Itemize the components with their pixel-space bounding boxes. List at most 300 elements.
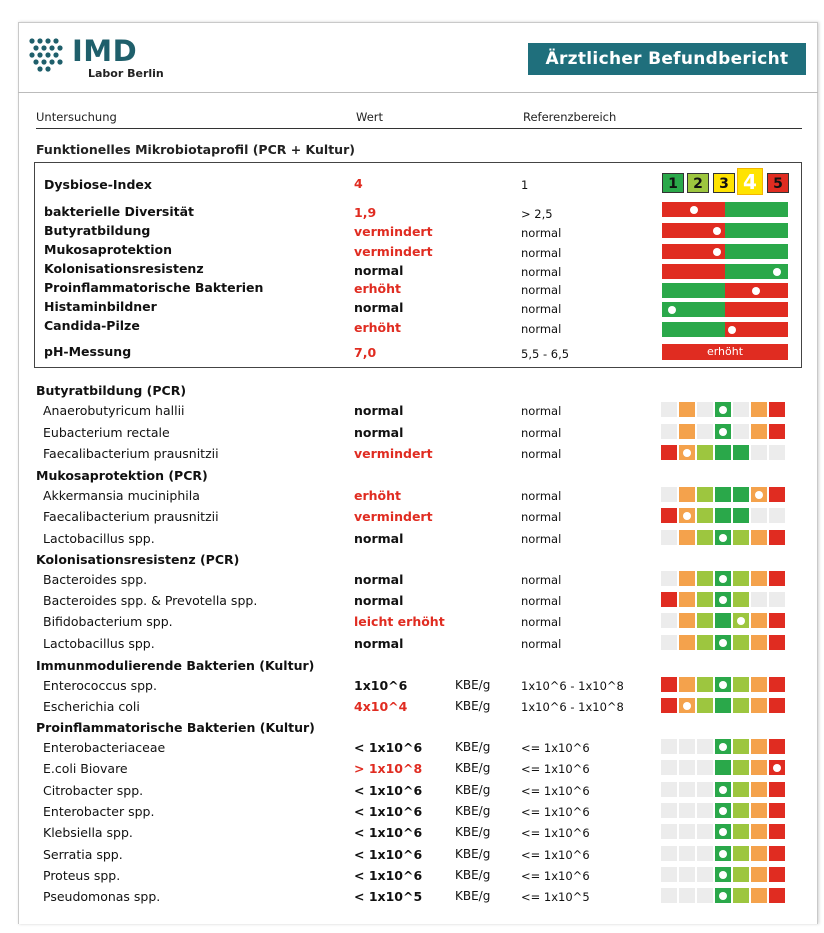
summary-value: vermindert [354, 244, 433, 259]
scale-cell [679, 613, 695, 628]
ph-reference: 5,5 - 6,5 [521, 347, 570, 361]
item-label: Lactobacillus spp. [43, 636, 155, 651]
summary-bar [662, 322, 788, 337]
scale-cell [679, 508, 695, 523]
summary-bar-right [725, 202, 788, 217]
scale-cell [697, 571, 713, 586]
scale-cell [661, 867, 677, 882]
scale-marker [719, 871, 727, 879]
scale-cell [751, 592, 767, 607]
scale-cell [769, 445, 785, 460]
ph-bar: erhöht [662, 344, 788, 360]
scale-cell [661, 613, 677, 628]
scale-cell [661, 592, 677, 607]
scale-marker [683, 702, 691, 710]
scale-cell [733, 803, 749, 818]
scale-cell [751, 635, 767, 650]
item-label: Lactobacillus spp. [43, 531, 155, 546]
scale-marker [719, 639, 727, 647]
item-value: vermindert [354, 509, 433, 524]
item-scale [661, 424, 787, 439]
scale-cell [751, 846, 767, 861]
item-unit: KBE/g [455, 868, 491, 882]
scale-cell [751, 760, 767, 775]
summary-bar-left [662, 264, 725, 279]
scale-cell [751, 487, 767, 502]
scale-marker [719, 743, 727, 751]
scale-marker [755, 491, 763, 499]
summary-reference: > 2,5 [521, 207, 553, 221]
item-value: normal [354, 531, 404, 546]
scale-cell [697, 782, 713, 797]
scale-cell [679, 571, 695, 586]
scale-cell [769, 635, 785, 650]
summary-label: Candida-Pilze [44, 318, 140, 333]
scale-cell [769, 592, 785, 607]
scale-cell [733, 508, 749, 523]
scale-cell [697, 739, 713, 754]
item-scale [661, 571, 787, 586]
item-scale [661, 677, 787, 692]
scale-marker [719, 428, 727, 436]
scale-cell [715, 846, 731, 861]
item-scale [661, 402, 787, 417]
column-header-value: Wert [356, 110, 384, 124]
item-value: < 1x10^6 [354, 825, 423, 840]
scale-cell [715, 613, 731, 628]
item-reference: normal [521, 594, 562, 608]
scale-marker [719, 575, 727, 583]
item-value: 4x10^4 [354, 699, 408, 714]
scale-cell [679, 824, 695, 839]
scale-cell [733, 782, 749, 797]
scale-cell [733, 424, 749, 439]
item-label: Faecalibacterium prausnitzii [43, 446, 219, 461]
scale-cell [769, 677, 785, 692]
scale-marker [719, 850, 727, 858]
item-label: Pseudomonas spp. [43, 889, 161, 904]
scale-cell [751, 508, 767, 523]
item-scale [661, 739, 787, 754]
item-label: Proteus spp. [43, 868, 121, 883]
scale-cell [715, 803, 731, 818]
scale-cell [661, 888, 677, 903]
item-value: vermindert [354, 446, 433, 461]
dysbiose-value: 4 [354, 176, 363, 191]
scale-cell [697, 635, 713, 650]
summary-bar [662, 244, 788, 259]
scale-cell [733, 739, 749, 754]
summary-bar-marker [668, 306, 676, 314]
scale-cell [769, 613, 785, 628]
item-label: Enterobacteriaceae [43, 740, 166, 755]
item-scale [661, 846, 787, 861]
scale-cell [679, 698, 695, 713]
item-reference: <= 1x10^6 [521, 784, 590, 798]
scale-cell [697, 530, 713, 545]
scale-cell [661, 508, 677, 523]
scale-marker [683, 512, 691, 520]
item-label: Enterobacter spp. [43, 804, 155, 819]
column-header-reference: Referenzbereich [523, 110, 617, 124]
scale-cell [697, 698, 713, 713]
scale-cell [733, 635, 749, 650]
item-scale [661, 445, 787, 460]
dysbiose-scale-box: 2 [687, 173, 709, 193]
summary-reference: normal [521, 322, 562, 336]
item-value: normal [354, 593, 404, 608]
scale-cell [769, 888, 785, 903]
summary-reference: normal [521, 283, 562, 297]
scale-cell [715, 571, 731, 586]
item-unit: KBE/g [455, 783, 491, 797]
item-label: Bacteroides spp. [43, 572, 148, 587]
scale-cell [769, 530, 785, 545]
scale-cell [697, 508, 713, 523]
scale-cell [679, 487, 695, 502]
summary-reference: normal [521, 226, 562, 240]
scale-cell [697, 888, 713, 903]
scale-cell [697, 445, 713, 460]
item-reference: <= 1x10^6 [521, 762, 590, 776]
item-reference: normal [521, 573, 562, 587]
summary-bar-left [662, 322, 725, 337]
item-value: leicht erhöht [354, 614, 445, 629]
scale-cell [679, 402, 695, 417]
scale-cell [715, 677, 731, 692]
summary-bar-right [725, 244, 788, 259]
scale-cell [715, 824, 731, 839]
scale-cell [751, 402, 767, 417]
item-reference: normal [521, 447, 562, 461]
scale-cell [751, 613, 767, 628]
item-value: < 1x10^6 [354, 847, 423, 862]
scale-cell [733, 846, 749, 861]
scale-cell [679, 760, 695, 775]
item-unit: KBE/g [455, 889, 491, 903]
group-title: Kolonisationsresistenz (PCR) [36, 552, 240, 567]
summary-bar-marker [773, 268, 781, 276]
scale-cell [679, 445, 695, 460]
item-label: Anaerobutyricum hallii [43, 403, 185, 418]
item-value: normal [354, 403, 404, 418]
scale-marker [719, 828, 727, 836]
imd-logo-icon [28, 37, 68, 77]
dysbiose-scale-box: 5 [767, 173, 789, 193]
item-reference: <= 1x10^5 [521, 890, 590, 904]
scale-cell [769, 424, 785, 439]
item-label: Klebsiella spp. [43, 825, 133, 840]
ph-value: 7,0 [354, 345, 377, 360]
scale-cell [661, 445, 677, 460]
summary-bar [662, 264, 788, 279]
summary-value: 1,9 [354, 205, 377, 220]
scale-cell [679, 888, 695, 903]
scale-cell [733, 867, 749, 882]
scale-marker [719, 786, 727, 794]
scale-cell [715, 635, 731, 650]
summary-bar-marker [752, 287, 760, 295]
item-scale [661, 487, 787, 502]
item-scale [661, 888, 787, 903]
item-value: normal [354, 425, 404, 440]
scale-cell [751, 867, 767, 882]
summary-bar-marker [728, 326, 736, 334]
item-reference: <= 1x10^6 [521, 848, 590, 862]
scale-cell [661, 424, 677, 439]
scale-cell [769, 867, 785, 882]
scale-cell [697, 846, 713, 861]
item-reference: normal [521, 426, 562, 440]
scale-cell [679, 739, 695, 754]
scale-cell [715, 445, 731, 460]
item-value: < 1x10^5 [354, 889, 423, 904]
item-unit: KBE/g [455, 825, 491, 839]
scale-cell [715, 888, 731, 903]
scale-cell [733, 402, 749, 417]
scale-cell [661, 803, 677, 818]
scale-cell [751, 739, 767, 754]
scale-cell [751, 888, 767, 903]
item-unit: KBE/g [455, 804, 491, 818]
scale-cell [661, 739, 677, 754]
group-title: Butyratbildung (PCR) [36, 383, 187, 398]
scale-cell [679, 846, 695, 861]
item-value: < 1x10^6 [354, 740, 423, 755]
item-label: Faecalibacterium prausnitzii [43, 509, 219, 524]
item-reference: <= 1x10^6 [521, 805, 590, 819]
scale-cell [751, 530, 767, 545]
section-title: Funktionelles Mikrobiotaprofil (PCR + Kultur) [36, 142, 355, 157]
summary-bar [662, 223, 788, 238]
scale-cell [661, 846, 677, 861]
scale-marker [719, 406, 727, 414]
scale-cell [697, 803, 713, 818]
scale-cell [697, 677, 713, 692]
scale-cell [751, 677, 767, 692]
summary-bar-marker [713, 248, 721, 256]
scale-cell [679, 424, 695, 439]
item-label: Eubacterium rectale [43, 425, 170, 440]
summary-label: Mukosaprotektion [44, 242, 172, 257]
item-reference: 1x10^6 - 1x10^8 [521, 679, 624, 693]
scale-marker [737, 617, 745, 625]
summary-reference: normal [521, 246, 562, 260]
scale-cell [661, 760, 677, 775]
item-value: < 1x10^6 [354, 868, 423, 883]
scale-cell [769, 508, 785, 523]
group-title: Mukosaprotektion (PCR) [36, 468, 208, 483]
scale-cell [697, 424, 713, 439]
scale-marker [719, 807, 727, 815]
scale-cell [751, 698, 767, 713]
summary-bar-marker [690, 206, 698, 214]
scale-cell [715, 592, 731, 607]
item-value: normal [354, 572, 404, 587]
scale-cell [697, 760, 713, 775]
scale-cell [679, 803, 695, 818]
scale-cell [733, 487, 749, 502]
dysbiose-label: Dysbiose-Index [44, 177, 152, 192]
item-label: Escherichia coli [43, 699, 140, 714]
item-unit: KBE/g [455, 847, 491, 861]
scale-cell [697, 487, 713, 502]
scale-cell [661, 782, 677, 797]
logo-text: IMD [72, 34, 138, 68]
scale-cell [697, 613, 713, 628]
scale-cell [751, 782, 767, 797]
scale-cell [769, 782, 785, 797]
scale-cell [769, 487, 785, 502]
scale-cell [679, 592, 695, 607]
item-unit: KBE/g [455, 761, 491, 775]
item-scale [661, 530, 787, 545]
scale-cell [697, 867, 713, 882]
scale-cell [769, 846, 785, 861]
item-reference: normal [521, 532, 562, 546]
scale-marker [719, 534, 727, 542]
item-scale [661, 592, 787, 607]
item-reference: normal [521, 510, 562, 524]
summary-value: erhöht [354, 320, 402, 335]
scale-cell [715, 698, 731, 713]
scale-cell [661, 402, 677, 417]
scale-marker [719, 892, 727, 900]
item-label: Enterococcus spp. [43, 678, 157, 693]
item-value: < 1x10^6 [354, 783, 423, 798]
item-label: Akkermansia muciniphila [43, 488, 200, 503]
item-reference: normal [521, 404, 562, 418]
scale-cell [715, 487, 731, 502]
item-reference: <= 1x10^6 [521, 869, 590, 883]
summary-reference: normal [521, 265, 562, 279]
scale-cell [769, 803, 785, 818]
summary-bar [662, 302, 788, 317]
scale-marker [683, 449, 691, 457]
item-scale [661, 698, 787, 713]
scale-cell [733, 824, 749, 839]
scale-cell [715, 402, 731, 417]
item-unit: KBE/g [455, 678, 491, 692]
scale-cell [661, 677, 677, 692]
summary-value: erhöht [354, 281, 402, 296]
item-value: 1x10^6 [354, 678, 408, 693]
scale-cell [715, 424, 731, 439]
item-scale [661, 782, 787, 797]
header-divider [18, 92, 818, 93]
scale-cell [733, 445, 749, 460]
scale-cell [679, 635, 695, 650]
scale-cell [751, 824, 767, 839]
item-reference: normal [521, 489, 562, 503]
summary-label: Histaminbildner [44, 299, 157, 314]
scale-cell [769, 739, 785, 754]
group-title: Proinflammatorische Bakterien (Kultur) [36, 720, 315, 735]
summary-label: Kolonisationsresistenz [44, 261, 204, 276]
scale-cell [661, 698, 677, 713]
scale-cell [697, 824, 713, 839]
summary-bar-right [725, 302, 788, 317]
scale-cell [679, 782, 695, 797]
item-value: normal [354, 636, 404, 651]
scale-cell [769, 760, 785, 775]
summary-value: normal [354, 263, 404, 278]
scale-cell [733, 530, 749, 545]
item-value: erhöht [354, 488, 402, 503]
scale-cell [715, 782, 731, 797]
dysbiose-scale-box: 4 [737, 168, 763, 195]
summary-bar [662, 283, 788, 298]
item-reference: normal [521, 615, 562, 629]
summary-label: Proinflammatorische Bakterien [44, 280, 264, 295]
dysbiose-scale-box: 1 [662, 173, 684, 193]
scale-cell [769, 571, 785, 586]
scale-cell [715, 530, 731, 545]
scale-cell [661, 635, 677, 650]
scale-marker [719, 596, 727, 604]
scale-cell [697, 402, 713, 417]
summary-bar-marker [713, 227, 721, 235]
item-label: E.coli Biovare [43, 761, 128, 776]
summary-bar-left [662, 283, 725, 298]
summary-label: Butyratbildung [44, 223, 151, 238]
scale-cell [661, 571, 677, 586]
scale-cell [733, 571, 749, 586]
item-scale [661, 803, 787, 818]
scale-cell [715, 867, 731, 882]
item-scale [661, 867, 787, 882]
scale-cell [751, 571, 767, 586]
dysbiose-scale-box: 3 [713, 173, 735, 193]
item-reference: <= 1x10^6 [521, 826, 590, 840]
scale-marker [719, 681, 727, 689]
item-scale [661, 635, 787, 650]
column-header-test: Untersuchung [36, 110, 117, 124]
summary-bar [662, 202, 788, 217]
scale-cell [733, 592, 749, 607]
scale-cell [751, 445, 767, 460]
scale-cell [715, 508, 731, 523]
ph-label: pH-Messung [44, 344, 132, 359]
item-label: Bacteroides spp. & Prevotella spp. [43, 593, 258, 608]
scale-cell [733, 613, 749, 628]
item-unit: KBE/g [455, 699, 491, 713]
item-value: > 1x10^8 [354, 761, 423, 776]
item-scale [661, 508, 787, 523]
scale-marker [773, 764, 781, 772]
scale-cell [679, 867, 695, 882]
scale-cell [733, 888, 749, 903]
logo-subtitle: Labor Berlin [88, 67, 164, 80]
group-title: Immunmodulierende Bakterien (Kultur) [36, 658, 315, 673]
item-label: Serratia spp. [43, 847, 123, 862]
item-scale [661, 613, 787, 628]
column-header-divider [36, 128, 802, 129]
item-reference: <= 1x10^6 [521, 741, 590, 755]
scale-cell [697, 592, 713, 607]
scale-cell [679, 530, 695, 545]
scale-cell [769, 698, 785, 713]
item-reference: 1x10^6 - 1x10^8 [521, 700, 624, 714]
dysbiose-reference: 1 [521, 178, 529, 192]
scale-cell [769, 824, 785, 839]
scale-cell [661, 487, 677, 502]
item-scale [661, 760, 787, 775]
scale-cell [679, 677, 695, 692]
scale-cell [751, 424, 767, 439]
summary-bar-right [725, 223, 788, 238]
scale-cell [661, 530, 677, 545]
